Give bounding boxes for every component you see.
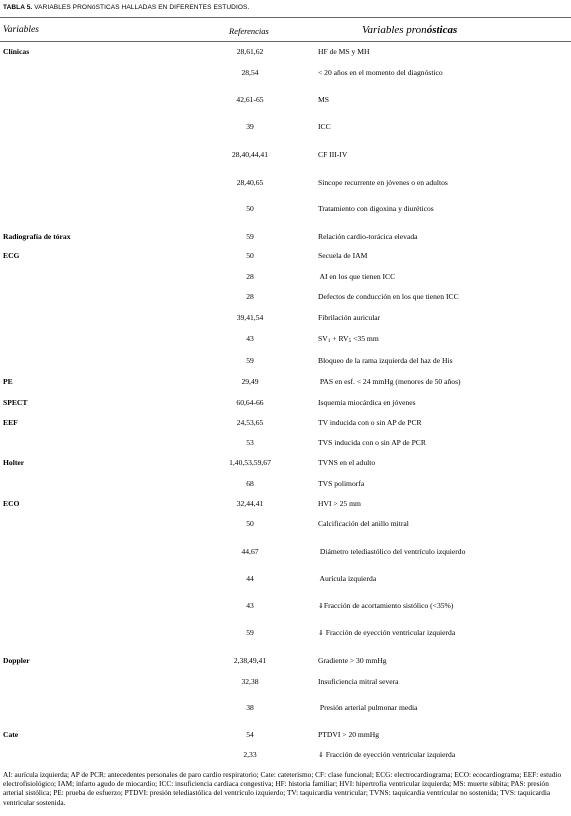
header-pronosticas-part-a: Variables pron [362, 24, 427, 36]
row-variable [318, 458, 375, 468]
variable-text: Diámetro telediastólico del ventrículo izquierdo [318, 547, 466, 556]
row-references: 28 [246, 272, 254, 281]
variable-text: PAS en esf. < 24 mmHg (menores de 50 años) [318, 377, 461, 386]
footnote: AI: aurícula izquierda; AP de PCR: antecedentes personales de paro cardio respiratorio; Cate: cateterismo; CF: clase funcional; ECG: electrocardiograma; ECO: ecocardiograma; EEF: estudio electrofisiológico; IAM; infarto agudo de miocardio; ICC: insuficiencia cardiaca congestiva; HF: historia familiar; HVI: hipertrofia ventricular izquierda; MS: muerte súbita; PAS: presión arterial sistólica; PE: prueba de esfuerzo; PTDVI: presión telediastólica del ventrículo izquierdo; TV: taquicardia ventricular; TVNS: taquicardia ventricular no sostenida; TVS: taquicardia ventricular sostenida. [3, 770, 562, 807]
row-variable [318, 628, 455, 638]
row-category: ECO [3, 499, 20, 508]
variable-text: ICC [318, 122, 331, 131]
formula-part-sub1: 1 [327, 338, 331, 344]
table-caption [3, 4, 249, 11]
row-references: 1,40,53,59,67 [229, 458, 271, 467]
row-references: 50 [246, 251, 254, 260]
variable-text: Secuela de IAM [318, 251, 368, 260]
row-variable [318, 574, 376, 584]
variable-text: Fracción de acortamiento sistólico (<35%) [323, 601, 454, 610]
formula-part-sv: SV [318, 334, 328, 343]
row-references: 32,44,41 [236, 499, 264, 508]
row-variable [318, 47, 369, 57]
header-variables-pronosticas [362, 24, 457, 36]
row-variable [318, 750, 455, 760]
header-variables: Variables [3, 25, 39, 35]
variable-text: TVS polimorfa [318, 479, 365, 488]
variable-text: PTDVI > 20 mmHg [318, 730, 380, 739]
row-variable [318, 95, 329, 105]
row-variable [318, 398, 416, 408]
row-variable [318, 272, 395, 282]
row-category: PE [3, 377, 13, 386]
variable-text: TV inducida con o sin AP de PCR [318, 418, 422, 427]
table-title: VARIABLES PRONóSTICAS HALLADAS EN DIFERENTES ESTUDIOS. [34, 4, 250, 11]
row-category: SPECT [3, 398, 28, 407]
row-variable [318, 677, 399, 687]
variable-text: Isquemia miocárdica en jóvenes [318, 398, 416, 407]
variable-text: < 20 años en el momento del diagnóstico [318, 68, 443, 77]
variable-text: Fracción de eyección ventricular izquierda [323, 750, 456, 759]
row-references: 2,38,49,41 [233, 656, 267, 665]
row-references: 43 [246, 334, 254, 343]
formula-part-mid: + RV [330, 334, 349, 343]
row-references: 59 [246, 628, 254, 637]
formula-part-sub2: 5 [348, 338, 352, 344]
row-variable [318, 292, 459, 302]
variable-text: Bloqueo de la rama izquierda del haz de His [318, 356, 453, 365]
variable-text: Fibrilación auricular [318, 313, 381, 322]
row-references: 42,61-65 [236, 95, 264, 104]
variable-text: Síncope recurrente en jóvenes o en adultos [318, 178, 448, 187]
row-category: Radiografía de tórax [3, 232, 71, 241]
row-references: 60,64-66 [236, 398, 264, 407]
row-variable [318, 232, 418, 242]
row-variable [318, 122, 331, 132]
row-references: 50 [246, 204, 254, 213]
header-referencias: Referencias [229, 26, 269, 36]
variable-text: Presión arterial pulmonar media [318, 703, 418, 712]
row-variable [318, 251, 367, 261]
row-variable [318, 703, 418, 713]
row-variable [318, 601, 453, 611]
row-references: 59 [246, 232, 254, 241]
row-references: 44 [246, 574, 254, 583]
variable-text: MS [318, 95, 329, 104]
header-pronosticas-part-b: ósticas [426, 24, 458, 36]
row-references: 28,61,62 [236, 47, 264, 56]
row-category: EEF [3, 418, 18, 427]
variable-text: AI en los que tienen ICC [318, 272, 396, 281]
row-references: 68 [246, 479, 254, 488]
row-variable [318, 178, 448, 188]
row-variable [318, 547, 465, 557]
variable-text: TVS inducida con o sin AP de PCR [318, 438, 426, 447]
row-variable [318, 730, 379, 740]
variable-text: Tratamiento con digoxina y diuréticos [318, 204, 434, 213]
row-variable [318, 479, 364, 489]
formula-part-rest: <35 mm [351, 334, 379, 343]
variable-text: Gradiente > 30 mmHg [318, 656, 387, 665]
down-arrow-icon: ⇓ [318, 751, 324, 759]
variable-text: TVNS en el adulto [318, 458, 376, 467]
row-references: 54 [246, 730, 254, 739]
row-variable [318, 656, 387, 666]
row-variable [318, 377, 461, 387]
row-references: 44,67 [241, 547, 259, 556]
row-references: 32,38 [241, 677, 259, 686]
row-references: 53 [246, 438, 254, 447]
row-variable [318, 499, 361, 509]
row-variable [318, 438, 426, 448]
row-references: 29,49 [241, 377, 259, 386]
row-variable [318, 334, 379, 346]
row-references: 43 [246, 601, 254, 610]
row-references: 28,40,65 [236, 178, 264, 187]
row-category: Clínicas [3, 47, 30, 56]
row-category: ECG [3, 251, 20, 260]
variable-text: Calcificación del anillo mitral [318, 519, 409, 528]
row-variable [318, 519, 409, 529]
down-arrow-icon: ⇓ [318, 629, 324, 637]
row-category: Doppler [3, 656, 30, 665]
table-number: TABLA 5. [3, 4, 33, 11]
row-references: 50 [246, 519, 254, 528]
row-references: 2,33 [243, 750, 257, 759]
variable-text: HVI > 25 mm [318, 499, 361, 508]
row-variable [318, 150, 347, 160]
variable-text: Aurícula izquierda [318, 574, 377, 583]
row-references: 59 [246, 356, 254, 365]
row-variable [318, 418, 422, 428]
row-references: 39 [246, 122, 254, 131]
header-rule [0, 41, 571, 42]
variable-text: Insuficiencia mitral severa [318, 677, 399, 686]
variable-text: Relación cardio-torácica elevada [318, 232, 418, 241]
row-category: Holter [3, 458, 25, 467]
variable-text: CF III-IV [318, 150, 348, 159]
top-rule [0, 17, 571, 18]
row-variable [318, 313, 380, 323]
row-variable [318, 204, 434, 214]
row-references: 28 [246, 292, 254, 301]
row-references: 24,53,65 [236, 418, 264, 427]
down-arrow-icon: ⇓ [318, 602, 324, 610]
row-references: 28,40,44,41 [231, 150, 269, 159]
row-references: 39,41,54 [236, 313, 264, 322]
row-variable [318, 356, 453, 366]
variable-text: HF de MS y MH [318, 47, 370, 56]
row-references: 38 [246, 703, 254, 712]
row-references: 28,54 [241, 68, 259, 77]
row-category: Cate [3, 730, 19, 739]
variable-text: Fracción de eyección ventricular izquierda [323, 628, 456, 637]
row-variable [318, 68, 443, 78]
variable-text: Defectos de conducción en los que tienen ICC [318, 292, 459, 301]
